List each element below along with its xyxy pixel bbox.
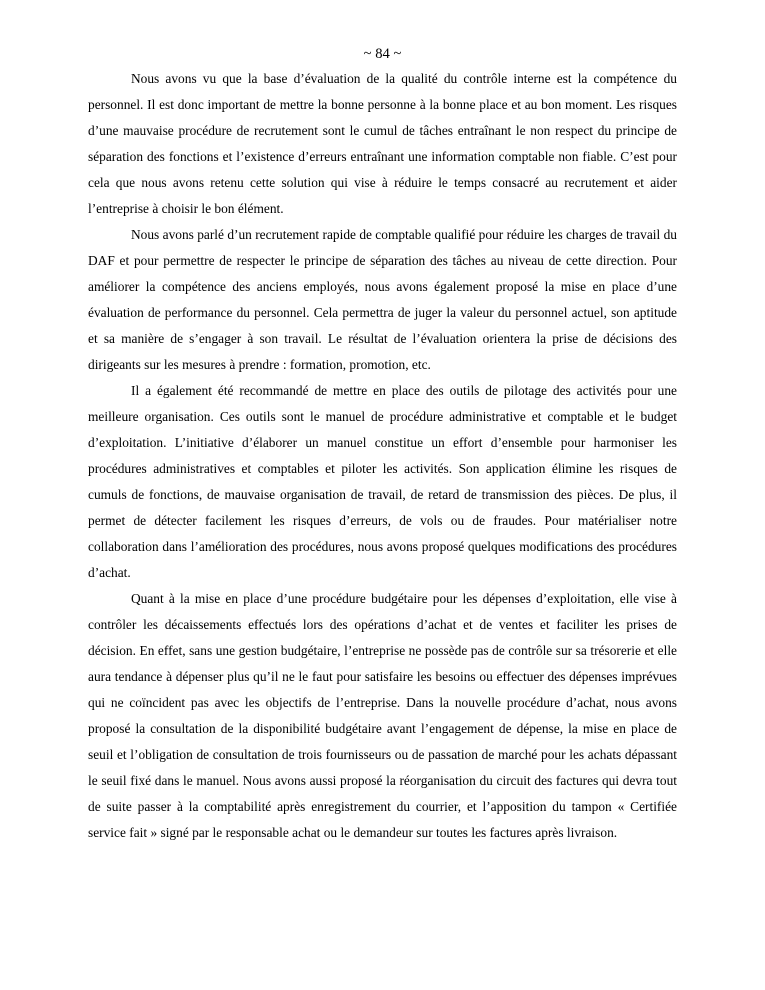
paragraph-performance-evaluation: Nous avons parlé d’un recrutement rapide de comptable qualifié pour réduire les charges de travail du DAF et pour permettre de respecter le principe de séparation des tâches au niveau de cette direction. Pour améliorer la compétence des anciens employés, nous avons également proposé la mise en place d’une évaluation de performance du personnel. Cela permettra de juger la valeur du personnel actuel, son aptitude et sa manière de s’engager à son travail. Le résultat de l’évaluation orientera la prise de décisions des dirigeants sur les mesures à prendre : formation, promotion, etc. — [88, 227, 677, 372]
body-text — [88, 66, 677, 846]
paragraph-budget-procedure: Quant à la mise en place d’une procédure budgétaire pour les dépenses d’exploitation, elle vise à contrôler les décaissements effectués lors des opérations d’achat et de ventes et faciliter les prises de décision. En effet, sans une gestion budgétaire, l’entreprise ne possède pas de contrôle sur sa trésorerie et elle aura tendance à dépenser plus qu’il ne le faut pour satisfaire les besoins ou effectuer des dépenses imprévues qui ne coïncident pas avec les objectifs de l’entreprise. Dans la nouvelle procédure d’achat, nous avons proposé la consultation de la disponibilité budgétaire avant l’engagement de dépense, la mise en place de seuil et l’obligation de consultation de trois fournisseurs ou de passation de marché pour les achats dépassant le seuil fixé dans le manuel. Nous avons aussi proposé la réorganisation du circuit des factures qui devra tout de suite passer à la comptabilité après enregistrement du courrier, et l’apposition du tampon « Certifiée service fait » signé par le responsable achat ou le demandeur sur toutes les factures après livraison. — [88, 591, 677, 840]
paragraph-steering-tools: Il a également été recommandé de mettre en place des outils de pilotage des activités pour une meilleure organisation. Ces outils sont le manuel de procédure administrative et comptable et le budget d’exploitation. L’initiative d’élaborer un manuel constitue un effort d’ensemble pour harmoniser les procédures administratives et comptables et piloter les activités. Son application élimine les risques de cumuls de fonctions, de mauvaise organisation de travail, de retard de transmission des pièces. De plus, il permet de détecter facilement les risques d’erreurs, de vols ou de fraudes. Pour matérialiser notre collaboration dans l’amélioration des procédures, nous avons proposé quelques modifications des procédures d’achat. — [88, 383, 677, 580]
paragraph-recruitment: Nous avons vu que la base d’évaluation de la qualité du contrôle interne est la compétence du personnel. Il est donc important de mettre la bonne personne à la bonne place et au bon moment. Les risques d’une mauvaise procédure de recrutement sont le cumul de tâches entraînant le non respect du principe de séparation des fonctions et l’existence d’erreurs entraînant une information comptable non fiable. C’est pour cela que nous avons retenu cette solution qui vise à réduire le temps consacré au recrutement et aider l’entreprise à choisir le bon élément. — [88, 71, 677, 216]
page-number: ~ 84 ~ — [363, 46, 402, 62]
